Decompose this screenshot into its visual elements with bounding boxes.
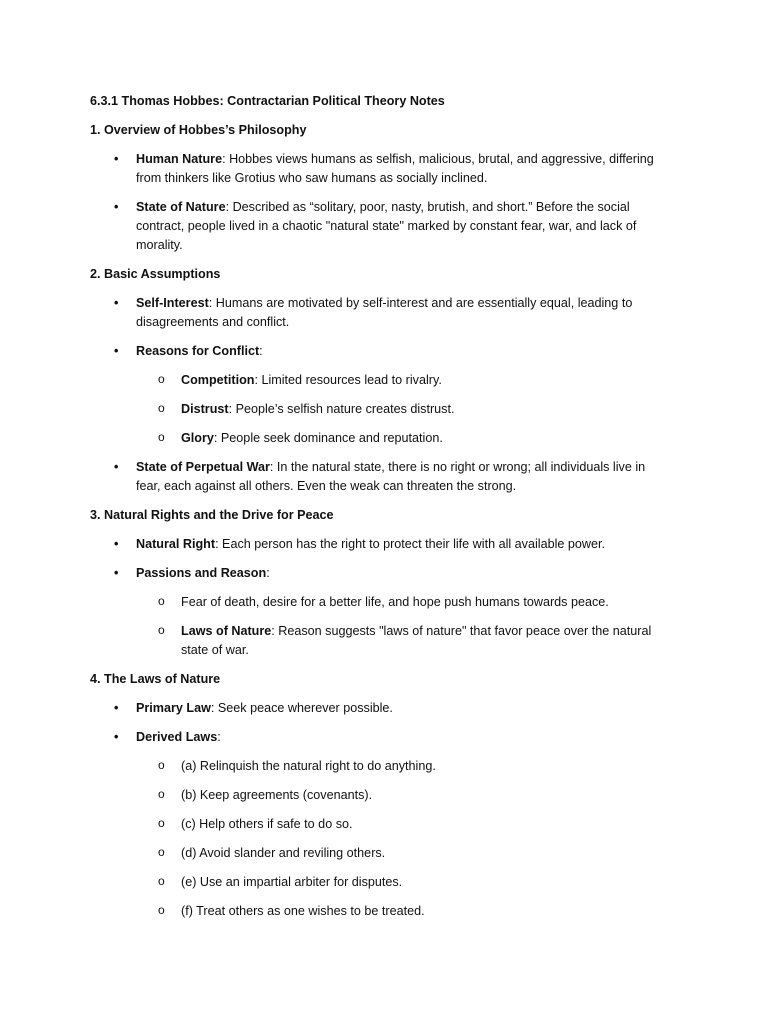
- bullet-icon: •: [114, 344, 119, 358]
- section-heading: 2. Basic Assumptions: [90, 267, 221, 281]
- sub-bullet-item: [90, 902, 660, 921]
- bullet-term: State of Nature: [136, 200, 226, 214]
- sub-bullet-term: Glory: [181, 431, 214, 445]
- sub-bullet-text: : People’s selfish nature creates distrust.: [228, 402, 455, 416]
- circle-bullet-icon: o: [158, 372, 165, 386]
- bullet-icon: •: [114, 152, 119, 166]
- sub-bullet-text: (f) Treat others as one wishes to be treated.: [181, 904, 425, 918]
- circle-bullet-icon: o: [158, 845, 165, 859]
- circle-bullet-icon: o: [158, 816, 165, 830]
- bullet-text: : Seek peace wherever possible.: [210, 701, 393, 715]
- sub-bullet-item: [90, 815, 660, 834]
- bullet-item: [90, 342, 660, 361]
- bullet-item: [90, 699, 660, 718]
- circle-bullet-icon: o: [158, 594, 165, 608]
- bullet-icon: •: [114, 200, 119, 214]
- bullet-term: Self-Interest: [136, 296, 209, 310]
- sub-bullet-text: (e) Use an impartial arbiter for disputes.: [181, 875, 403, 889]
- circle-bullet-icon: o: [158, 787, 165, 801]
- bullet-item: [90, 728, 660, 747]
- sub-bullet-item: [90, 371, 660, 390]
- sub-bullet-text: (c) Help others if safe to do so.: [181, 817, 353, 831]
- sub-bullet-text: : Reason suggests "laws of nature" that favor peace over the natural state of war.: [181, 624, 652, 657]
- circle-bullet-icon: o: [158, 903, 165, 917]
- circle-bullet-icon: o: [158, 430, 165, 444]
- sub-bullet-term: Distrust: [181, 402, 229, 416]
- bullet-term: Human Nature: [136, 152, 223, 166]
- bullet-term: State of Perpetual War: [136, 460, 270, 474]
- sub-bullet-text: : Limited resources lead to rivalry.: [254, 373, 442, 387]
- bullet-item: [90, 294, 660, 332]
- circle-bullet-icon: o: [158, 758, 165, 772]
- bullet-icon: •: [114, 566, 119, 580]
- bullet-icon: •: [114, 730, 119, 744]
- circle-bullet-icon: o: [158, 874, 165, 888]
- bullet-text: : Described as “solitary, poor, nasty, brutish, and short.” Before the social contract, people lived in a chaotic "natural state" marked by constant fear, war, and lack of morality.: [136, 200, 637, 252]
- sub-bullet-item: [90, 593, 660, 612]
- bullet-icon: •: [114, 537, 119, 551]
- sub-bullet-text: (d) Avoid slander and reviling others.: [181, 846, 386, 860]
- sub-bullet-term: Competition: [181, 373, 255, 387]
- sub-bullet-item: [90, 844, 660, 863]
- bullet-text: :: [266, 566, 270, 580]
- bullet-term: Natural Right: [136, 537, 216, 551]
- bullet-text: :: [217, 730, 221, 744]
- section-heading: 1. Overview of Hobbes’s Philosophy: [90, 123, 307, 137]
- sub-bullet-item: [90, 873, 660, 892]
- circle-bullet-icon: o: [158, 401, 165, 415]
- bullet-icon: •: [114, 296, 119, 310]
- bullet-item: [90, 198, 660, 255]
- sub-bullet-item: [90, 400, 660, 419]
- bullet-text: : Hobbes views humans as selfish, malicious, brutal, and aggressive, differing from thinkers like Grotius who saw humans as socially inclined.: [136, 152, 654, 185]
- sub-bullet-item: [90, 429, 660, 448]
- sub-bullet-item: [90, 757, 660, 776]
- bullet-term: Passions and Reason: [136, 566, 267, 580]
- sub-bullet-text: (a) Relinquish the natural right to do anything.: [181, 759, 436, 773]
- bullet-item: [90, 535, 660, 554]
- bullet-item: [90, 150, 660, 188]
- bullet-item: [90, 564, 660, 583]
- sub-bullet-item: [90, 786, 660, 805]
- bullet-text: : In the natural state, there is no right or wrong; all individuals live in fear, each against all others. Even the weak can threaten the strong.: [136, 460, 646, 493]
- document-body: [90, 92, 660, 931]
- section-heading: 4. The Laws of Nature: [90, 672, 221, 686]
- circle-bullet-icon: o: [158, 623, 165, 637]
- section-heading: 3. Natural Rights and the Drive for Peace: [90, 508, 334, 522]
- bullet-term: Derived Laws: [136, 730, 218, 744]
- bullet-icon: •: [114, 701, 119, 715]
- bullet-term: Reasons for Conflict: [136, 344, 260, 358]
- sub-bullet-text: Fear of death, desire for a better life, and hope push humans towards peace.: [181, 595, 609, 609]
- sub-bullet-item: [90, 622, 660, 660]
- sub-bullet-text: (b) Keep agreements (covenants).: [181, 788, 373, 802]
- bullet-text: :: [259, 344, 263, 358]
- bullet-text: : Each person has the right to protect their life with all available power.: [215, 537, 605, 551]
- bullet-item: [90, 458, 660, 496]
- sub-bullet-term: Laws of Nature: [181, 624, 272, 638]
- bullet-text: : Humans are motivated by self-interest and are essentially equal, leading to disagreements and conflict.: [136, 296, 633, 329]
- bullet-term: Primary Law: [136, 701, 211, 715]
- document-title: 6.3.1 Thomas Hobbes: Contractarian Political Theory Notes: [90, 94, 445, 108]
- bullet-icon: •: [114, 460, 119, 474]
- sub-bullet-text: : People seek dominance and reputation.: [213, 431, 443, 445]
